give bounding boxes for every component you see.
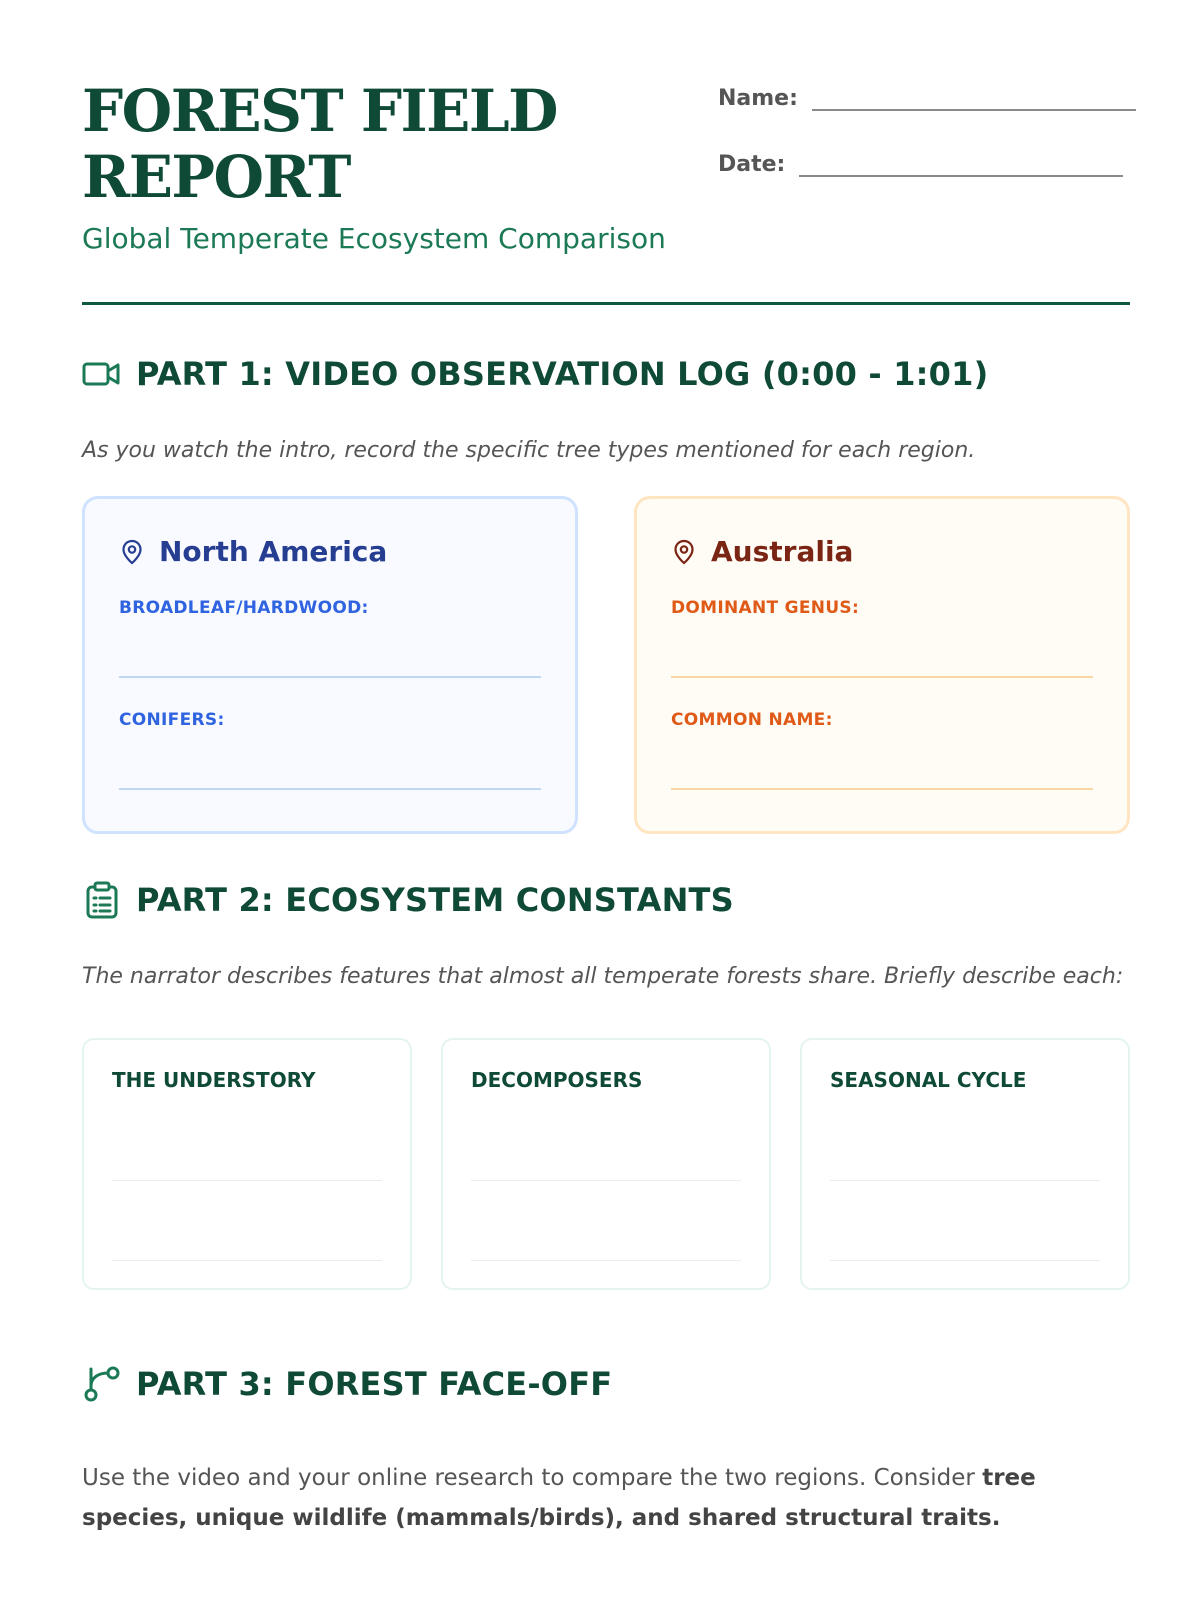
part2-title: PART 2: ECOSYSTEM CONSTANTS — [136, 881, 734, 919]
worksheet-page — [82, 0, 1130, 1600]
region-name: North America — [159, 535, 388, 568]
part3-instruction — [82, 1458, 1122, 1538]
answer-line[interactable] — [471, 1180, 741, 1181]
answer-line[interactable] — [471, 1260, 741, 1261]
video-camera-icon — [82, 354, 122, 394]
region-title — [671, 535, 1093, 568]
region-name: Australia — [711, 535, 854, 568]
part3-text-bold: tree species, unique wildlife (mammals/birds), and shared structural traits. — [82, 1465, 1036, 1531]
field-label-broadleaf: BROADLEAF/HARDWOOD: — [119, 598, 369, 618]
region-card-north-america — [82, 496, 578, 834]
title-line-2: REPORT — [82, 143, 350, 211]
map-pin-icon — [671, 539, 697, 565]
page-title — [82, 78, 722, 210]
answer-line-broadleaf[interactable] — [119, 618, 541, 678]
date-input-line[interactable] — [799, 157, 1123, 177]
constant-title: SEASONAL CYCLE — [830, 1068, 1027, 1092]
title-line-1: FOREST FIELD — [82, 77, 557, 145]
answer-line-dominant-genus[interactable] — [671, 618, 1093, 678]
part1-title: PART 1: VIDEO OBSERVATION LOG (0:00 - 1:01) — [136, 355, 989, 393]
answer-line[interactable] — [830, 1180, 1100, 1181]
page-subtitle: Global Temperate Ecosystem Comparison — [82, 222, 666, 255]
part3-title: PART 3: FOREST FACE-OFF — [136, 1365, 613, 1403]
answer-line-common-name[interactable] — [671, 730, 1093, 790]
part3-text-plain: Use the video and your online research to compare the two regions. Consider — [82, 1465, 983, 1491]
constant-title: DECOMPOSERS — [471, 1068, 643, 1092]
date-field — [718, 152, 1123, 177]
part2-heading — [82, 880, 734, 920]
part1-instruction: As you watch the intro, record the specific tree types mentioned for each region. — [82, 438, 976, 463]
date-label: Date: — [718, 152, 786, 177]
answer-line[interactable] — [112, 1260, 382, 1261]
clipboard-list-icon — [82, 880, 122, 920]
name-label: Name: — [718, 86, 798, 111]
map-pin-icon — [119, 539, 145, 565]
region-card-australia — [634, 496, 1130, 834]
answer-line[interactable] — [830, 1260, 1100, 1261]
answer-line[interactable] — [112, 1180, 382, 1181]
part3-heading — [82, 1364, 612, 1404]
part2-instruction: The narrator describes features that almost all temperate forests share. Briefly describe each: — [82, 964, 1124, 989]
git-compare-icon — [82, 1364, 122, 1404]
name-field — [718, 86, 1136, 111]
constant-box-decomposers — [441, 1038, 771, 1290]
field-label-conifers: CONIFERS: — [119, 710, 225, 730]
part1-heading — [82, 354, 988, 394]
region-title — [119, 535, 541, 568]
constant-box-seasonal-cycle — [800, 1038, 1130, 1290]
field-label-common-name: COMMON NAME: — [671, 710, 833, 730]
header-divider — [82, 302, 1130, 305]
field-label-dominant-genus: DOMINANT GENUS: — [671, 598, 860, 618]
answer-line-conifers[interactable] — [119, 730, 541, 790]
constant-title: THE UNDERSTORY — [112, 1068, 316, 1092]
name-input-line[interactable] — [812, 91, 1136, 111]
constant-box-understory — [82, 1038, 412, 1290]
